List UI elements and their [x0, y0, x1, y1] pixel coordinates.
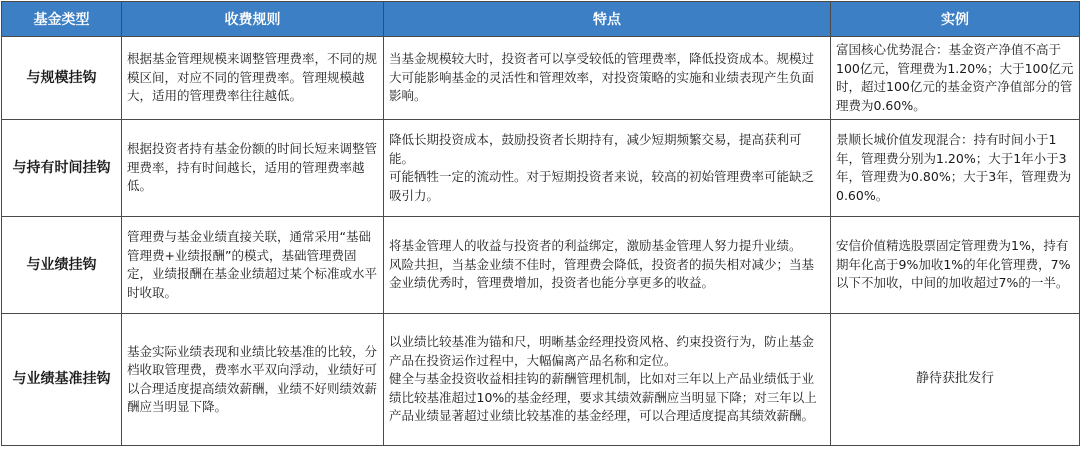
feature-paragraph: 可能牺牲一定的流动性。对于短期投资者来说，较高的初始管理费率可能缺乏吸引力。: [389, 169, 815, 203]
header-features: 特点: [384, 2, 831, 37]
features-cell: 当基金规模较大时，投资者可以享受较低的管理费率，降低投资成本。规模过大可能影响基金的灵活性和管理效率，对投资策略的实施和业绩表现产生负面影响。: [384, 37, 831, 120]
header-fund-type: 基金类型: [2, 2, 122, 37]
features-cell: [384, 314, 831, 446]
example-cell: 富国核心优势混合：基金资产净值不高于100亿元，管理费为1.20%；大于100亿元时，超过100亿元的基金资产净值部分的管理费为0.60%。: [831, 37, 1080, 120]
feature-paragraph: 健全与基金投资收益相挂钩的薪酬管理机制，比如对三年以上产品业绩低于业绩比较基准超过10%的基金经理，要求其绩效薪酬应当明显下降；对三年以上产品业绩显著超过业绩比较基准的基金经理，可以合理适度提高其绩效薪酬。: [389, 371, 817, 424]
table-row: [2, 314, 1080, 446]
feature-paragraph: 以业绩比较基准为锚和尺，明晰基金经理投资风格、约束投资行为，防止基金产品在投资运作过程中，大幅偏离产品名称和定位。: [389, 334, 815, 368]
fund-type-cell: 与持有时间挂钩: [2, 120, 122, 217]
fee-rule-cell: 基金实际业绩表现和业绩比较基准的比较，分档收取管理费，费率水平双向浮动，业绩好可以合理适度提高绩效薪酬，业绩不好则绩效薪酬应当明显下降。: [122, 314, 384, 446]
table-row: [2, 217, 1080, 314]
fund-type-cell: 与业绩基准挂钩: [2, 314, 122, 446]
table-header-row: [2, 2, 1080, 37]
fund-type-cell: 与规模挂钩: [2, 37, 122, 120]
fund-type-cell: 与业绩挂钩: [2, 217, 122, 314]
header-fee-rule: 收费规则: [122, 2, 384, 37]
example-cell: 静待获批发行: [831, 314, 1080, 446]
table-row: [2, 120, 1080, 217]
fee-rule-cell: 根据基金管理规模来调整管理费率，不同的规模区间，对应不同的管理费率。管理规模越大，适用的管理费率往往越低。: [122, 37, 384, 120]
fee-rule-cell: 管理费与基金业绩直接关联，通常采用“基础管理费+业绩报酬”的模式，基础管理费固定，业绩报酬在基金业绩超过某个标准或水平时收取。: [122, 217, 384, 314]
fee-rule-cell: 根据投资者持有基金份额的时间长短来调整管理费率，持有时间越长，适用的管理费率越低。: [122, 120, 384, 217]
features-cell: [384, 120, 831, 217]
feature-paragraph: 将基金管理人的收益与投资者的利益绑定，激励基金管理人努力提升业绩。: [389, 238, 802, 254]
feature-paragraph: 风险共担，当基金业绩不佳时，管理费会降低，投资者的损失相对减少；当基金业绩优秀时，管理费增加，投资者也能分享更多的收益。: [389, 256, 815, 291]
feature-paragraph: 降低长期投资成本，鼓励投资者长期持有，减少短期频繁交易，提高获利可能。: [389, 132, 802, 166]
fee-comparison-table: [1, 1, 1080, 446]
example-cell: 景顺长城价值发现混合：持有时间小于1年，管理费分别为1.20%；大于1年小于3年，管理费为0.80%；大于3年，管理费为0.60%。: [831, 120, 1080, 217]
example-cell: 安信价值精选股票固定管理费为1%，持有期年化高于9%加收1%的年化管理费，7%以下不加收，中间的加收超过7%的一半。: [831, 217, 1080, 314]
table-row: [2, 37, 1080, 120]
features-cell: [384, 217, 831, 314]
header-example: 实例: [831, 2, 1080, 37]
